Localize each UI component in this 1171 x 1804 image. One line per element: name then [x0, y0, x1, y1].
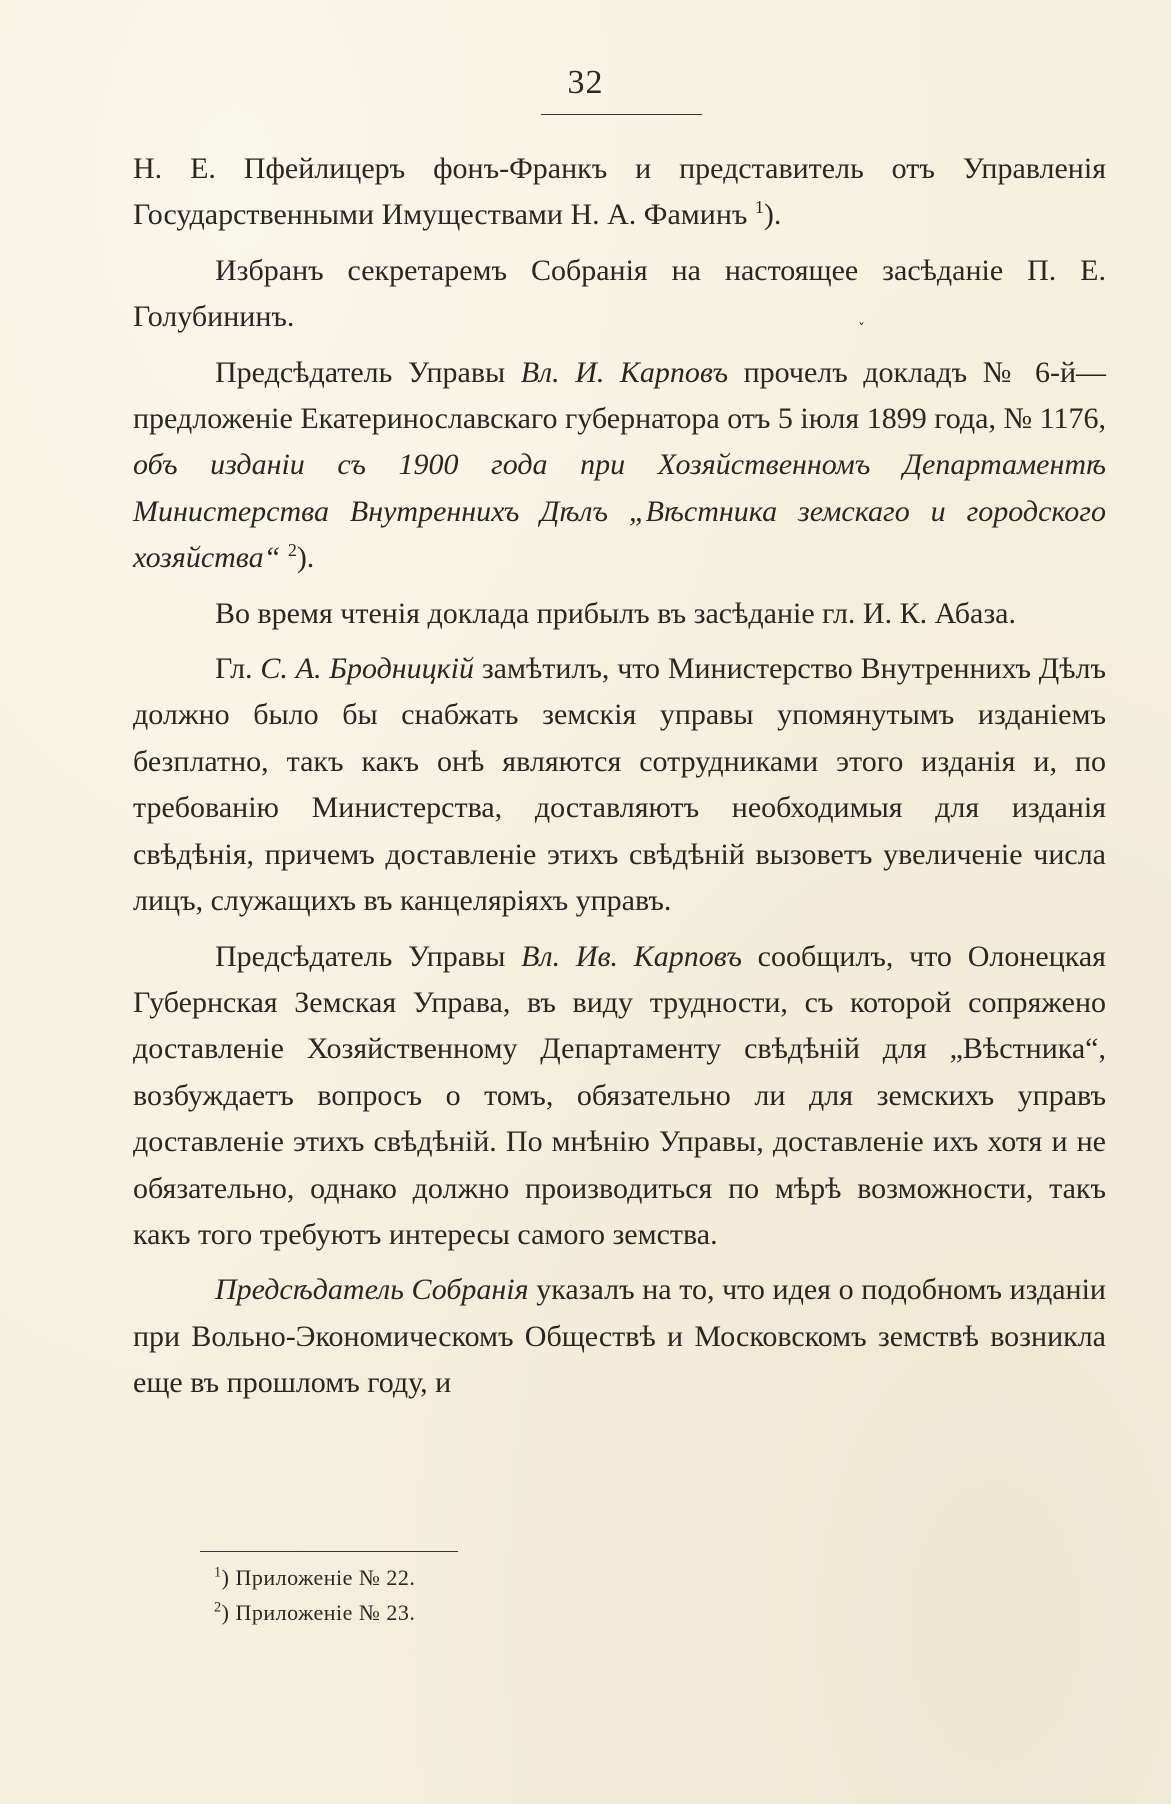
italic-name: Предсѣдатель Собранія	[215, 1273, 529, 1307]
text-run: Во время чтенія доклада прибылъ въ засѣданіе гл. И. К. Абаза.	[215, 596, 1016, 630]
footnotes	[214, 1560, 914, 1630]
paragraph-6	[133, 934, 1106, 1259]
text-run: сообщилъ, что Олонецкая Губернская Земская Управа, въ виду трудности, съ которой сопряжено доставленіе Хозяйственному Департаменту свѣдѣній для „Вѣстника“, возбуждаетъ вопросъ о томъ, обязательно ли для земскихъ управъ доставленіе этихъ свѣдѣній. По мнѣнію Управы, доставленіе ихъ хотя и не обязательно, однако должно производиться по мѣрѣ возможности, такъ какъ того требуютъ интересы самого земства.	[133, 939, 1106, 1251]
paragraph-2	[133, 248, 1106, 341]
paragraph-5	[133, 646, 1106, 924]
text-run: Избранъ секретаремъ Собранія на настоящее засѣданіе П. Е. Голубининъ.	[133, 253, 1106, 334]
page-number: 32	[567, 64, 604, 101]
text-run: Н. Е. Пфейлицеръ фонъ-Франкъ и представитель отъ Управленія Государственными Имуществами Н. А. Фаминъ	[133, 152, 1106, 232]
paragraph-3	[133, 350, 1106, 582]
footnote-text: ) Приложеніе № 22.	[221, 1565, 416, 1590]
footnote-ref: 2	[287, 540, 297, 561]
text-run: Предсѣдатель Управы	[215, 355, 521, 389]
text-run: прочелъ докладъ № 6-й—предложеніе Екатеринославскаго губернатора отъ 5 іюля 1899 года, № 1176,	[133, 355, 1106, 436]
italic-name: Вл. Ив. Карповъ	[521, 939, 742, 973]
footnote-1	[214, 1560, 914, 1595]
italic-name: С. А. Бродницкій	[260, 652, 475, 686]
italic-name: Вл. И. Карповъ	[520, 355, 729, 389]
paragraph-1	[133, 146, 1106, 239]
header-rule	[541, 114, 702, 115]
italic-name: объ изданіи съ 1900 года при Хозяйственномъ Департаментѣ Министерства Внутреннихъ Дѣлъ „Вѣстника земскаго и городского хозяйства“	[133, 448, 1106, 575]
footnote-rule	[200, 1551, 458, 1552]
text-run: ).	[763, 198, 782, 232]
paragraph-4	[133, 591, 1106, 637]
footnote-2	[214, 1595, 914, 1630]
footnote-mark: 2	[214, 1599, 222, 1616]
footnote-text: ) Приложеніе № 23.	[221, 1600, 416, 1625]
footnote-ref: 1	[754, 197, 764, 218]
paragraph-7	[133, 1267, 1106, 1406]
text-run: ).	[296, 541, 315, 575]
text-run: указалъ на то, что идея о подобномъ изданіи при Вольно-Экономическомъ Обществѣ и Московскомъ земствѣ возникла еще въ прошломъ году, и	[133, 1273, 1106, 1400]
footnote-mark: 1	[214, 1564, 222, 1581]
text-run: Гл.	[215, 652, 261, 686]
print-speck: ˇ	[858, 322, 865, 338]
body-text	[133, 146, 1106, 1416]
text-run	[280, 541, 288, 574]
text-run: замѣтилъ, что Министерство Внутреннихъ Дѣлъ должно было бы снабжать земскія управы упомянутымъ изданіемъ безплатно, такъ какъ онѣ являются сотрудниками этого изданія и, по требованію Министерства, доставляютъ необходимыя для изданія свѣдѣнія, причемъ доставленіе этихъ свѣдѣній вызоветъ увеличеніе числа лицъ, служащихъ въ канцеляріяхъ управъ.	[133, 652, 1107, 918]
text-run: Предсѣдатель Управы	[215, 939, 522, 973]
